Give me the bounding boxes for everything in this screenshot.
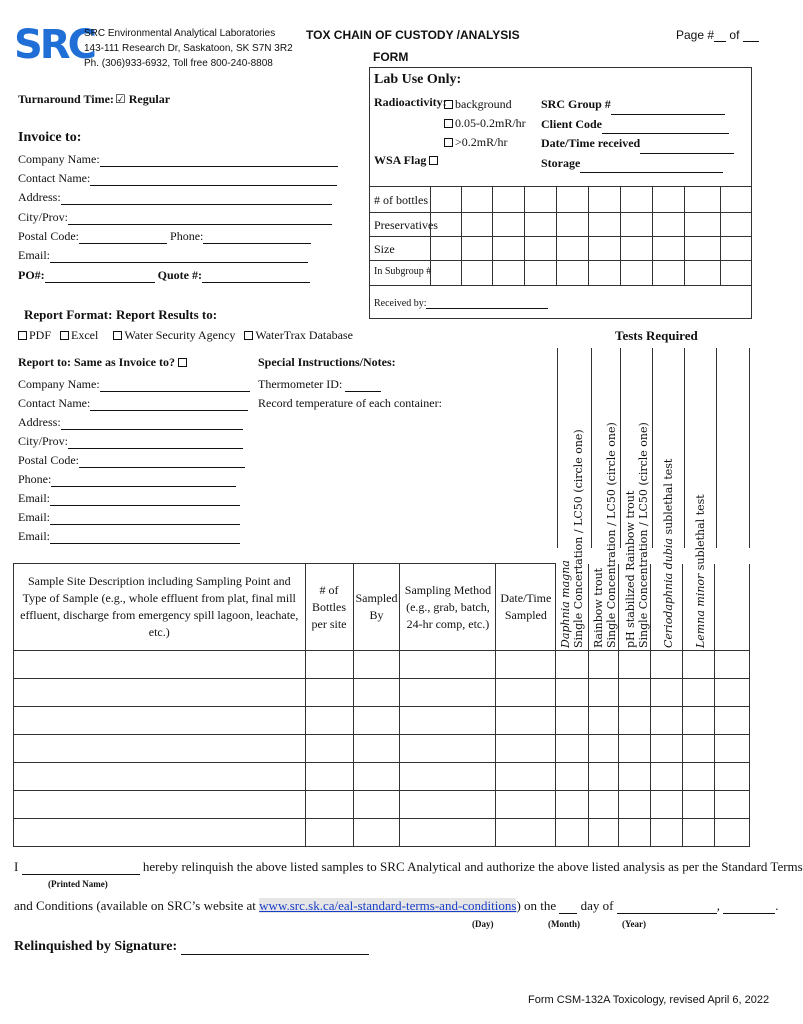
report-phone[interactable]: Phone: (18, 472, 236, 487)
date-received-field[interactable]: Date/Time received (541, 134, 734, 154)
printed-name-label: (Printed Name) (48, 879, 108, 889)
format-pdf[interactable]: PDF (18, 328, 51, 342)
svg-text:SRC: SRC (14, 22, 94, 68)
table-row[interactable] (14, 791, 750, 819)
checkbox-icon[interactable] (178, 358, 187, 367)
checkbox-icon[interactable] (60, 331, 69, 340)
report-email-2[interactable]: Email: (18, 510, 240, 525)
test-ph-rainbow-trout: pH stabilized Rainbow trout Single Concentration / LC50 (circle one) (624, 422, 650, 648)
wsa-flag[interactable]: WSA Flag (374, 153, 440, 168)
test-lemna: Lemna minor sublethal test (694, 494, 707, 648)
report-results-label: Report Results to: (116, 307, 218, 322)
src-logo (14, 22, 94, 68)
report-email-1[interactable]: Email: (18, 491, 240, 506)
year-label: (Year) (622, 919, 646, 929)
table-row[interactable] (14, 819, 750, 847)
report-format-label: Report Format: (24, 307, 113, 322)
test-ceriodaphnia: Ceriodaphnia dubia sublethal test (662, 458, 675, 648)
form-title: TOX CHAIN OF CUSTODY /ANALYSIS (306, 28, 520, 42)
test-rainbow-trout: Rainbow trout Single Concentration / LC50 (circle one) (592, 422, 618, 648)
table-row[interactable] (14, 651, 750, 679)
invoice-po-quote[interactable]: PO#: Quote #: (18, 268, 310, 283)
table-row[interactable] (14, 679, 750, 707)
terms-link[interactable]: www.src.sk.ca/eal-standard-terms-and-conditions (259, 898, 517, 913)
checked-box-icon[interactable]: ☑ (115, 92, 126, 106)
checkbox-icon[interactable] (113, 331, 122, 340)
header-date-time: Date/Time Sampled (496, 564, 556, 651)
invoice-email[interactable]: Email: (18, 248, 308, 263)
report-postal[interactable]: Postal Code: (18, 453, 245, 468)
page-number: Page # of (676, 28, 759, 42)
received-by-field[interactable]: Received by: (374, 297, 548, 309)
thermometer-field[interactable]: Thermometer ID: (258, 377, 381, 392)
radio-background[interactable]: background (444, 95, 526, 114)
conditions-line: and Conditions (available on SRC’s website at www.src.sk.ca/eal-standard-terms-and-conditions) on the day of , . (14, 898, 779, 913)
test-daphnia: Daphnia magna Single Concertation / LC50 (circle one) (559, 429, 585, 648)
checkbox-icon[interactable] (444, 100, 453, 109)
record-temp-label: Record temperature of each container: (258, 396, 442, 410)
form-id: Form CSM-132A Toxicology, revised April 6, 2022 (528, 994, 770, 1006)
report-company[interactable]: Company Name: (18, 377, 250, 392)
header-method: Sampling Method (e.g., grab, batch, 24-hr comp, etc.) (400, 564, 496, 651)
org-address: 143-111 Research Dr, Saskatoon, SK S7N 3R2 (84, 43, 293, 54)
results-wsa[interactable]: Water Security Agency (113, 328, 235, 342)
invoice-city[interactable]: City/Prov: (18, 210, 332, 225)
radio-low[interactable]: 0.05-0.2mR/hr (444, 114, 526, 133)
header-sampled-by: Sampled By (353, 564, 400, 651)
invoice-company[interactable]: Company Name: (18, 152, 338, 167)
org-name: SRC Environmental Analytical Laboratories (84, 28, 276, 39)
report-email-3[interactable]: Email: (18, 529, 240, 544)
turnaround-regular[interactable]: ☑ Regular (115, 92, 171, 106)
org-phone: Ph. (306)933-6932, Toll free 800-240-8808 (84, 58, 273, 69)
table-row[interactable] (14, 735, 750, 763)
checkbox-icon[interactable] (444, 138, 453, 147)
format-excel[interactable]: Excel (60, 328, 98, 342)
client-code-field[interactable]: Client Code (541, 115, 734, 135)
table-row[interactable] (14, 707, 750, 735)
lab-use-heading: Lab Use Only: (374, 72, 462, 87)
radio-high[interactable]: >0.2mR/hr (444, 133, 526, 152)
sample-table-header (14, 564, 750, 651)
report-city[interactable]: City/Prov: (18, 434, 243, 449)
invoice-address[interactable]: Address: (18, 190, 332, 205)
invoice-contact[interactable]: Contact Name: (18, 171, 337, 186)
radioactivity-label: Radioactivity: (374, 95, 447, 109)
day-label: (Day) (472, 919, 494, 929)
invoice-heading: Invoice to: (18, 130, 82, 145)
form-title-2: FORM (373, 50, 409, 64)
checkbox-icon[interactable] (429, 156, 438, 165)
checkbox-icon[interactable] (18, 331, 27, 340)
report-to-same[interactable]: Report to: Same as Invoice to? (18, 355, 189, 370)
relinquish-line[interactable]: I hereby relinquish the above listed samples to SRC Analytical and authorize the above listed analysis as per the Standard Terms (14, 859, 803, 874)
special-heading: Special Instructions/Notes: (258, 355, 396, 369)
src-group-field[interactable]: SRC Group # (541, 95, 734, 115)
lab-right-fields (541, 95, 734, 173)
report-options (18, 328, 353, 343)
grid-label-bottles: # of bottles (374, 193, 428, 207)
report-address[interactable]: Address: (18, 415, 243, 430)
radioactivity-options (444, 95, 526, 152)
grid-label-preservatives: Preservatives (374, 218, 438, 232)
invoice-postal-phone[interactable]: Postal Code: Phone: (18, 229, 311, 244)
checkbox-icon[interactable] (444, 119, 453, 128)
results-watertrax[interactable]: WaterTrax Database (244, 328, 353, 342)
checkbox-icon[interactable] (244, 331, 253, 340)
grid-label-size: Size (374, 242, 395, 256)
turnaround-label: Turnaround Time: (18, 92, 114, 106)
header-bottles: # of Bottles per site (305, 564, 353, 651)
signature-field[interactable]: Relinquished by Signature: (14, 939, 369, 955)
month-label: (Month) (548, 919, 580, 929)
sample-table (13, 563, 750, 847)
table-row[interactable] (14, 763, 750, 791)
org-info (84, 26, 293, 71)
report-contact[interactable]: Contact Name: (18, 396, 248, 411)
grid-label-subgroup: In Subgroup # (374, 266, 432, 277)
storage-field[interactable]: Storage (541, 154, 734, 174)
header-site-description: Sample Site Description including Sampling Point and Type of Sample (e.g., whole effluent from plat, final mill effluent, discharge from emergency spill lagoon, leachate, etc.) (14, 564, 306, 651)
tests-required-heading: Tests Required (615, 328, 698, 343)
